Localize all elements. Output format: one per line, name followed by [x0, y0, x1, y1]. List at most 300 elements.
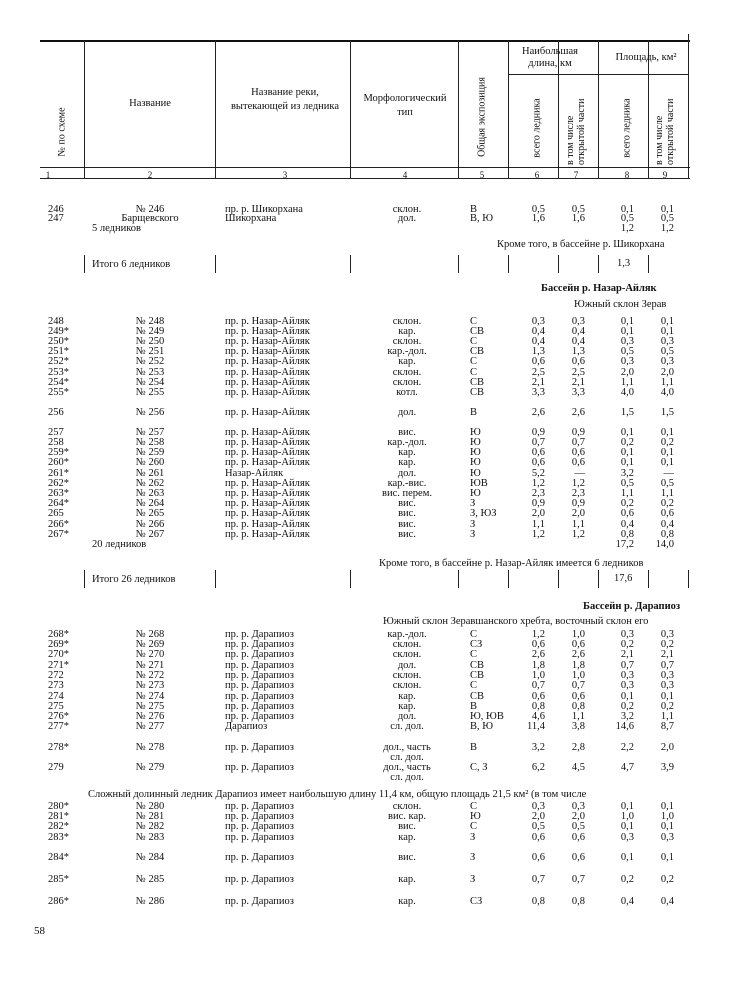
- table-cell-type: вис.: [398, 821, 416, 832]
- table-cell-a: 0,3: [620, 670, 634, 681]
- table-cell-l: 2,0: [531, 508, 545, 519]
- table-cell-n: 259*: [48, 447, 69, 458]
- table-cell-a: 0,2: [620, 874, 634, 885]
- table-cell-l: 0,6: [531, 457, 545, 468]
- table-cell-lo: 2,0: [571, 811, 585, 822]
- table-cell-exp: В: [470, 204, 478, 215]
- table-cell-river: пр. р. Назар-Айляк: [225, 498, 310, 509]
- table-cell-lo: 0,6: [571, 457, 585, 468]
- column-number: 9: [662, 170, 668, 180]
- table-cell-lo: 0,8: [571, 701, 585, 712]
- table-cell-name: 5 ледников: [92, 223, 141, 234]
- table-cell-type: дол.: [397, 407, 417, 418]
- table-cell-exp: Ю: [470, 457, 481, 468]
- table-cell-a: 17,2: [615, 539, 634, 550]
- table-cell-a: 0,3: [620, 629, 634, 640]
- table-cell-name: № 285: [135, 874, 165, 885]
- table-cell-type: кар.-дол.: [387, 629, 427, 640]
- table-cell-type: склон.: [392, 649, 422, 660]
- column-number: 7: [573, 170, 579, 180]
- table-cell-exp: СЗ: [470, 896, 483, 907]
- table-cell-exp: Ю: [470, 447, 481, 458]
- table-cell-a: 0,5: [620, 346, 634, 357]
- table-cell-exp: Ю: [470, 468, 481, 479]
- table-cell-name: № 279: [135, 762, 165, 773]
- table-cell-ao: 0,3: [660, 356, 674, 367]
- table-cell-l: 6,2: [531, 762, 545, 773]
- rule-line: [648, 570, 649, 588]
- table-cell-type: вис. перем.: [382, 488, 432, 499]
- table-cell-n: 248: [48, 316, 64, 327]
- table-cell-l: 2,3: [531, 488, 545, 499]
- table-cell-exp: В: [470, 701, 478, 712]
- table-cell-ao: 1,5: [660, 407, 674, 418]
- table-cell-lo: 3,8: [571, 721, 585, 732]
- table-cell-ao: 0,7: [660, 660, 674, 671]
- table-cell-exp: С: [470, 801, 478, 812]
- table-cell-lo: 2,3: [571, 488, 585, 499]
- table-cell-ao: 0,1: [660, 821, 674, 832]
- note-shikorkhana-extra: Кроме того, в бассейне р. Шикорхана: [497, 239, 665, 250]
- table-cell-type: кар.: [398, 701, 416, 712]
- table-cell-l: 0,6: [531, 356, 545, 367]
- table-cell-n: 274: [48, 691, 64, 702]
- table-cell-river: пр. р. Дарапиоз: [225, 711, 294, 722]
- table-cell-exp: СВ: [470, 326, 485, 337]
- table-cell-name: № 284: [135, 852, 165, 863]
- table-cell-n: 272: [48, 670, 64, 681]
- table-cell-name: № 266: [135, 519, 165, 530]
- table-cell-a: 3,2: [620, 468, 634, 479]
- table-cell-river: пр. р. Назар-Айляк: [225, 316, 310, 327]
- table-cell-l: 0,6: [531, 639, 545, 650]
- table-cell-ao: 0,5: [660, 213, 674, 224]
- table-cell-ao: 0,5: [660, 478, 674, 489]
- table-cell-exp: В: [470, 742, 478, 753]
- table-cell-a: 0,2: [620, 498, 634, 509]
- table-cell-exp: З: [470, 874, 476, 885]
- table-cell-river: пр. р. Назар-Айляк: [225, 367, 310, 378]
- table-cell-a: 1,5: [620, 407, 634, 418]
- table-cell-n: 279: [48, 762, 64, 773]
- rule-line: [350, 255, 351, 273]
- table-cell-type: склон.: [392, 639, 422, 650]
- table-cell-a: 14,6: [615, 721, 634, 732]
- table-cell-a: 0,2: [620, 639, 634, 650]
- table-cell-name: № 283: [135, 832, 165, 843]
- rule-line: [558, 255, 559, 273]
- table-cell-ao: 0,1: [660, 316, 674, 327]
- table-cell-river: пр. р. Дарапиоз: [225, 680, 294, 691]
- table-cell-type: склон.: [392, 377, 422, 388]
- table-cell-lo: —: [574, 468, 585, 479]
- table-cell-type: склон.: [392, 801, 422, 812]
- basin-heading-nazar: Бассейн р. Назар-Айляк: [541, 283, 657, 294]
- table-cell-exp: С: [470, 336, 478, 347]
- table-cell-n: 263*: [48, 488, 69, 499]
- table-cell-lo: 0,8: [571, 896, 585, 907]
- table-cell-name: № 286: [135, 896, 165, 907]
- rule-line: [84, 40, 85, 178]
- table-cell-ao: 4,0: [660, 387, 674, 398]
- table-cell-l: 0,7: [531, 680, 545, 691]
- table-cell-a: 0,3: [620, 336, 634, 347]
- table-cell-name: № 246: [135, 204, 165, 215]
- table-cell-type: кар.-вис.: [387, 478, 427, 489]
- table-cell-a: 0,1: [620, 447, 634, 458]
- table-cell-l: 3,2: [531, 742, 545, 753]
- table-cell-name: № 261: [135, 468, 165, 479]
- table-cell-type: дол., часть: [383, 742, 431, 753]
- table-cell-n: 285*: [48, 874, 69, 885]
- table-cell-a: 2,1: [620, 649, 634, 660]
- table-cell-name: № 258: [135, 437, 165, 448]
- table-cell-n: 252*: [48, 356, 69, 367]
- table-cell-lo: 1,6: [571, 213, 585, 224]
- table-cell-type: сл. дол.: [390, 721, 424, 732]
- table-cell-ao: 0,1: [660, 801, 674, 812]
- table-cell-n: 280*: [48, 801, 69, 812]
- table-cell-a: 0,4: [620, 896, 634, 907]
- table-cell-lo: 2,0: [571, 508, 585, 519]
- table-cell-n: 266*: [48, 519, 69, 530]
- total-row-area: 1,3: [617, 258, 631, 269]
- rule-line: [508, 570, 509, 588]
- table-cell-name: № 272: [135, 670, 165, 681]
- table-cell-river: пр. р. Назар-Айляк: [225, 457, 310, 468]
- table-cell-lo: 0,3: [571, 316, 585, 327]
- rule-line: [84, 570, 85, 588]
- rule-line: [84, 255, 85, 273]
- table-cell-type: вис.: [398, 498, 416, 509]
- table-cell-n: 256: [48, 407, 64, 418]
- table-cell-river: пр. р. Назар-Айляк: [225, 437, 310, 448]
- table-cell-name: № 262: [135, 478, 165, 489]
- rule-line: [598, 570, 599, 588]
- table-cell-n: 260*: [48, 457, 69, 468]
- table-cell-ao: 2,1: [660, 649, 674, 660]
- table-cell-type: дол., часть: [383, 762, 431, 773]
- table-cell-n: 265: [48, 508, 64, 519]
- table-cell-lo: 1,3: [571, 346, 585, 357]
- table-cell-exp: В: [470, 407, 478, 418]
- table-cell-a: 0,3: [620, 356, 634, 367]
- table-cell-l: 1,2: [531, 478, 545, 489]
- rule-line: [350, 570, 351, 588]
- table-cell-river: пр. р. Назар-Айляк: [225, 346, 310, 357]
- table-cell-exp: Ю: [470, 437, 481, 448]
- table-cell-river: пр. р. Назар-Айляк: [225, 519, 310, 530]
- table-cell-exp: СВ: [470, 377, 485, 388]
- table-cell-river: пр. р. Дарапиоз: [225, 670, 294, 681]
- table-cell-river: пр. р. Дарапиоз: [225, 874, 294, 885]
- table-cell-n: 270*: [48, 649, 69, 660]
- table-cell-a: 4,0: [620, 387, 634, 398]
- table-cell-name: № 249: [135, 326, 165, 337]
- table-cell-a: 0,4: [620, 519, 634, 530]
- table-cell-n: 261*: [48, 468, 69, 479]
- table-cell-n: 249*: [48, 326, 69, 337]
- table-cell-type: вис.: [398, 427, 416, 438]
- table-cell-ao: 0,1: [660, 691, 674, 702]
- table-cell-a: 4,7: [620, 762, 634, 773]
- table-cell-lo: 0,7: [571, 437, 585, 448]
- table-cell-river: Дарапиоз: [225, 721, 268, 732]
- table-cell-river: пр. р. Назар-Айляк: [225, 508, 310, 519]
- header-col-area-open: в том числе открытой части: [654, 98, 676, 165]
- table-cell-l: 0,6: [531, 691, 545, 702]
- table-cell-n: 286*: [48, 896, 69, 907]
- table-cell-a: 0,2: [620, 437, 634, 448]
- table-cell-ao: —: [663, 468, 674, 479]
- header-group-length: Наибольшая длина, км: [522, 46, 578, 69]
- table-cell-ao: 0,3: [660, 680, 674, 691]
- table-cell-ao: 0,2: [660, 639, 674, 650]
- table-cell-a: 0,5: [620, 213, 634, 224]
- table-cell-l: 0,5: [531, 821, 545, 832]
- note-complex-glacier: Сложный долинный ледник Дарапиоз имеет наибольшую длину 11,4 км, общую площадь 21,5 км² (в том числе: [88, 789, 587, 800]
- table-cell-river: пр. р. Назар-Айляк: [225, 377, 310, 388]
- table-cell-lo: 0,6: [571, 447, 585, 458]
- table-cell-l: 1,1: [531, 519, 545, 530]
- rule-line: [350, 40, 351, 178]
- table-cell-ao: 0,1: [660, 326, 674, 337]
- table-cell-river: пр. р. Дарапиоз: [225, 801, 294, 812]
- rule-line: [215, 255, 216, 273]
- table-cell-a: 0,5: [620, 478, 634, 489]
- table-cell-exp: С: [470, 316, 478, 327]
- table-cell-l: 1,3: [531, 346, 545, 357]
- table-cell-l: 0,8: [531, 701, 545, 712]
- table-cell-l: 3,3: [531, 387, 545, 398]
- table-cell-ao: 14,0: [655, 539, 674, 550]
- table-cell-l: 4,6: [531, 711, 545, 722]
- table-cell-type: кар.: [398, 457, 416, 468]
- table-cell-a: 0,1: [620, 801, 634, 812]
- rule-line: [598, 255, 599, 273]
- rule-line: [458, 255, 459, 273]
- table-cell-lo: 4,5: [571, 762, 585, 773]
- table-cell-n: 284*: [48, 852, 69, 863]
- table-cell-lo: 2,6: [571, 649, 585, 660]
- slope-heading-zeravshan: Южный склон Зеравшанского хребта, восточный склон его: [383, 616, 649, 627]
- table-cell-l: 0,9: [531, 498, 545, 509]
- total-row-label: Итого 6 ледников: [92, 259, 171, 270]
- slope-heading-zerav: Южный склон Зерав: [574, 299, 667, 310]
- header-col-type: Морфологический тип: [363, 93, 447, 118]
- rule-line: [215, 40, 216, 178]
- column-number: 3: [282, 170, 288, 180]
- table-cell-exp: СВ: [470, 691, 485, 702]
- table-cell-exp: З: [470, 852, 476, 863]
- table-cell-n: 255*: [48, 387, 69, 398]
- table-cell-name: № 274: [135, 691, 165, 702]
- table-cell-lo: 0,4: [571, 326, 585, 337]
- rule-line: [40, 167, 690, 168]
- table-cell-a: 2,0: [620, 367, 634, 378]
- table-cell-river: пр. р. Дарапиоз: [225, 832, 294, 843]
- table-cell-ao: 3,9: [660, 762, 674, 773]
- table-cell-exp: С: [470, 821, 478, 832]
- table-cell-name: № 264: [135, 498, 165, 509]
- table-cell-type: склон.: [392, 680, 422, 691]
- table-cell-l: 1,0: [531, 670, 545, 681]
- table-cell-exp: З: [470, 519, 476, 530]
- table-cell-name: № 271: [135, 660, 165, 671]
- table-cell-river: пр. р. Назар-Айляк: [225, 326, 310, 337]
- table-cell-lo: 0,4: [571, 336, 585, 347]
- table-cell-exp: СВ: [470, 387, 485, 398]
- table-cell-n: 254*: [48, 377, 69, 388]
- table-cell-a: 2,2: [620, 742, 634, 753]
- table-cell-river: пр. р. Дарапиоз: [225, 691, 294, 702]
- table-cell-lo: 1,8: [571, 660, 585, 671]
- table-cell-type: кар.-дол.: [387, 437, 427, 448]
- table-cell-name: № 259: [135, 447, 165, 458]
- table-cell-name: № 278: [135, 742, 165, 753]
- table-cell-name: № 263: [135, 488, 165, 499]
- table-cell-river: пр. р. Назар-Айляк: [225, 529, 310, 540]
- table-cell-l: 0,3: [531, 316, 545, 327]
- table-cell-exp: Ю, ЮВ: [470, 711, 504, 722]
- table-cell-exp: С: [470, 356, 478, 367]
- table-cell-a: 1,2: [620, 223, 634, 234]
- table-cell-name: № 281: [135, 811, 165, 822]
- table-cell-river: пр. р. Дарапиоз: [225, 701, 294, 712]
- table-cell-a: 0,2: [620, 701, 634, 712]
- table-cell-n: 257: [48, 427, 64, 438]
- table-cell-river: пр. р. Дарапиоз: [225, 649, 294, 660]
- table-cell-name: № 260: [135, 457, 165, 468]
- table-cell-n: 271*: [48, 660, 69, 671]
- header-col-exposure: Общая экспозиция: [476, 77, 488, 157]
- table-cell-ao: 2,0: [660, 367, 674, 378]
- table-cell-ao: 1,0: [660, 811, 674, 822]
- table-cell-type-cont: сл. дол.: [390, 772, 424, 783]
- table-cell-type: вис.: [398, 529, 416, 540]
- table-cell-type: котл.: [396, 387, 418, 398]
- table-cell-l: 2,0: [531, 811, 545, 822]
- table-cell-type: кар.-дол.: [387, 346, 427, 357]
- table-cell-river: пр. р. Шикорхана: [225, 204, 303, 215]
- table-cell-exp: З: [470, 529, 476, 540]
- table-cell-lo: 0,7: [571, 680, 585, 691]
- table-cell-n: 253*: [48, 367, 69, 378]
- table-cell-type: кар.: [398, 691, 416, 702]
- table-cell-name: № 282: [135, 821, 165, 832]
- table-cell-lo: 0,6: [571, 691, 585, 702]
- table-cell-type: дол.: [397, 660, 417, 671]
- table-cell-name: № 257: [135, 427, 165, 438]
- table-cell-river: пр. р. Дарапиоз: [225, 852, 294, 863]
- header-col-river: Название реки, вытекающей из ледника: [230, 87, 340, 112]
- table-cell-ao: 0,3: [660, 670, 674, 681]
- table-cell-ao: 0,3: [660, 832, 674, 843]
- table-cell-n: 273: [48, 680, 64, 691]
- table-cell-ao: 0,3: [660, 336, 674, 347]
- table-cell-type-cont: сл. дол.: [390, 752, 424, 763]
- table-cell-lo: 2,6: [571, 407, 585, 418]
- table-cell-exp: З, ЮЗ: [470, 508, 497, 519]
- table-cell-n: 247: [48, 213, 64, 224]
- table-cell-exp: СВ: [470, 670, 485, 681]
- rule-line: [558, 570, 559, 588]
- table-cell-lo: 1,2: [571, 478, 585, 489]
- table-cell-ao: 1,1: [660, 711, 674, 722]
- table-cell-a: 0,3: [620, 832, 634, 843]
- table-cell-a: 0,1: [620, 204, 634, 215]
- table-cell-l: 2,6: [531, 649, 545, 660]
- table-cell-exp: Ю: [470, 427, 481, 438]
- table-cell-n: 264*: [48, 498, 69, 509]
- header-col-length-total: всего ледника: [531, 98, 543, 158]
- table-cell-lo: 0,6: [571, 852, 585, 863]
- table-cell-ao: 0,1: [660, 852, 674, 863]
- table-cell-l: 0,4: [531, 336, 545, 347]
- table-cell-lo: 2,5: [571, 367, 585, 378]
- table-cell-type: вис. кар.: [388, 811, 426, 822]
- table-cell-river: пр. р. Назар-Айляк: [225, 427, 310, 438]
- table-cell-l: 1,6: [531, 213, 545, 224]
- header-col-area-total: всего ледника: [621, 98, 633, 158]
- rule-line: [648, 255, 649, 273]
- rule-line: [215, 570, 216, 588]
- table-cell-type: дол.: [397, 213, 417, 224]
- table-cell-river: пр. р. Назар-Айляк: [225, 336, 310, 347]
- table-cell-n: 267*: [48, 529, 69, 540]
- table-cell-name: № 248: [135, 316, 165, 327]
- table-cell-river: пр. р. Дарапиоз: [225, 660, 294, 671]
- table-cell-ao: 0,1: [660, 447, 674, 458]
- table-cell-river: пр. р. Дарапиоз: [225, 896, 294, 907]
- header-col-name: Название: [129, 98, 171, 109]
- table-cell-lo: 0,6: [571, 356, 585, 367]
- table-cell-ao: 0,2: [660, 874, 674, 885]
- table-cell-a: 0,1: [620, 427, 634, 438]
- table-cell-name: № 267: [135, 529, 165, 540]
- table-cell-n: 276*: [48, 711, 69, 722]
- rule-line: [688, 34, 689, 178]
- table-cell-n: 246: [48, 204, 64, 215]
- table-cell-type: кар.: [398, 832, 416, 843]
- table-cell-a: 0,1: [620, 316, 634, 327]
- table-cell-exp: С: [470, 649, 478, 660]
- table-cell-l: 0,6: [531, 852, 545, 863]
- table-cell-ao: 0,4: [660, 519, 674, 530]
- table-cell-exp: З: [470, 498, 476, 509]
- table-cell-river: пр. р. Дарапиоз: [225, 821, 294, 832]
- table-cell-a: 0,1: [620, 691, 634, 702]
- table-cell-name: № 269: [135, 639, 165, 650]
- table-cell-l: 0,6: [531, 832, 545, 843]
- table-cell-river: пр. р. Назар-Айляк: [225, 447, 310, 458]
- table-cell-river: пр. р. Дарапиоз: [225, 762, 294, 773]
- basin-heading-darapioz: Бассейн р. Дарапиоз: [583, 601, 681, 612]
- table-cell-n: 269*: [48, 639, 69, 650]
- rule-line: [458, 40, 459, 178]
- table-cell-n: 277*: [48, 721, 69, 732]
- table-cell-lo: 1,2: [571, 529, 585, 540]
- table-cell-n: 268*: [48, 629, 69, 640]
- table-cell-n: 262*: [48, 478, 69, 489]
- table-cell-l: 2,1: [531, 377, 545, 388]
- table-cell-river: пр. р. Дарапиоз: [225, 742, 294, 753]
- table-cell-ao: 0,8: [660, 529, 674, 540]
- table-cell-ao: 0,4: [660, 896, 674, 907]
- table-cell-exp: ЮВ: [470, 478, 488, 489]
- table-cell-ao: 0,2: [660, 701, 674, 712]
- table-cell-name: № 256: [135, 407, 165, 418]
